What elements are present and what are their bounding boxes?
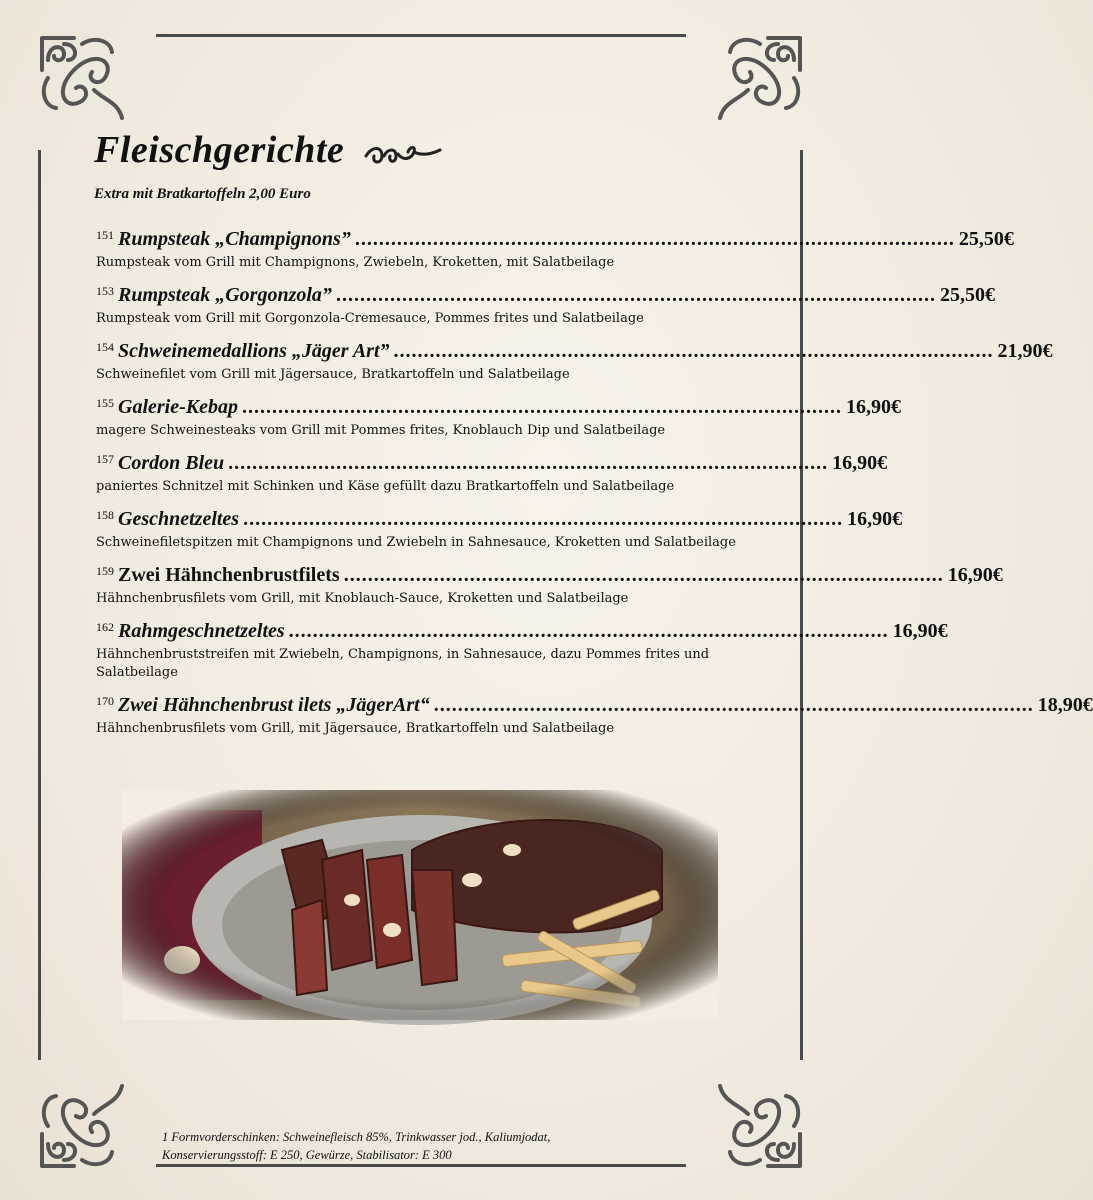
item-name: Rumpsteak „Gorgonzola” (118, 284, 332, 306)
item-description: Hähnchenbrusfilets vom Grill, mit Jägersauce, Bratkartoffeln und Salatbeilage (96, 721, 615, 736)
item-name: Rumpsteak „Champignons” (118, 228, 351, 250)
leader-dots: .................................................................................................... (354, 228, 955, 250)
item-number: 159 (96, 564, 114, 578)
item-number: 157 (96, 452, 114, 466)
title-block (94, 128, 442, 172)
frame-left-line (38, 150, 41, 1060)
menu-item (96, 692, 1093, 738)
item-name: Rahmgeschnetzeltes (118, 620, 285, 642)
footnote (162, 1128, 550, 1164)
item-description: Schweinefiletspitzen mit Champignons und Zwiebeln in Sahnesauce, Kroketten und Salatbeilage (96, 535, 736, 550)
corner-ornament-icon (712, 30, 808, 126)
item-number: 170 (96, 694, 114, 708)
menu-item (96, 618, 948, 682)
item-number: 154 (96, 340, 114, 354)
item-description: Hähnchenbruststreifen mit Zwiebeln, Champignons, in Sahnesauce, dazu Pommes frites und Salatbeilage (96, 647, 710, 680)
item-description: paniertes Schnitzel mit Schinken und Käse gefüllt dazu Bratkartoffeln und Salatbeilage (96, 479, 675, 494)
frame-bottom-line (156, 1164, 686, 1167)
menu-item (96, 450, 888, 496)
leader-dots: .................................................................................................... (241, 396, 842, 418)
leader-dots: .................................................................................................... (288, 620, 889, 642)
item-number: 155 (96, 396, 114, 410)
item-price: 16,90€ (847, 508, 903, 530)
item-name: Cordon Bleu (118, 452, 225, 474)
item-price: 16,90€ (845, 396, 901, 418)
item-name: Schweinemedallions „Jäger Art” (118, 340, 390, 362)
item-number: 153 (96, 284, 114, 298)
item-price: 16,90€ (892, 620, 948, 642)
item-name: Geschnetzeltes (118, 508, 240, 530)
item-description: magere Schweinesteaks vom Grill mit Pommes frites, Knoblauch Dip und Salatbeilage (96, 423, 666, 438)
leader-dots: .................................................................................................... (343, 564, 944, 586)
item-price: 18,90€ (1037, 694, 1093, 716)
leader-dots: .................................................................................................... (433, 694, 1034, 716)
menu-item (96, 562, 1003, 608)
item-description: Rumpsteak vom Grill mit Gorgonzola-Cremesauce, Pommes frites und Salatbeilage (96, 311, 644, 326)
footnote-line-1: 1 Formvorderschinken: Schweinefleisch 85%, Trinkwasser jod., Kaliumjodat, (162, 1130, 551, 1144)
corner-ornament-icon (712, 1078, 808, 1174)
item-number: 158 (96, 508, 114, 522)
menu-item (96, 282, 995, 328)
leader-dots: .................................................................................................... (228, 452, 829, 474)
corner-ornament-icon (34, 30, 130, 126)
item-description: Hähnchenbrusfilets vom Grill, mit Knoblauch-Sauce, Kroketten und Salatbeilage (96, 591, 629, 606)
item-price: 25,50€ (939, 284, 995, 306)
item-price: 16,90€ (947, 564, 1003, 586)
menu-item (96, 506, 903, 552)
menu-item (96, 338, 1053, 384)
leader-dots: .................................................................................................... (393, 340, 994, 362)
corner-ornament-icon (34, 1078, 130, 1174)
page-title: Fleischgerichte (94, 129, 345, 171)
leader-dots: .................................................................................................... (243, 508, 844, 530)
menu-item (96, 394, 901, 440)
item-name: Zwei Hähnchenbrust ilets „JägerArt“ (118, 694, 430, 716)
subtitle: Extra mit Bratkartoffeln 2,00 Euro (94, 186, 311, 202)
item-number: 162 (96, 620, 114, 634)
steak-photo (122, 790, 718, 1020)
item-description: Rumpsteak vom Grill mit Champignons, Zwiebeln, Kroketten, mit Salatbeilage (96, 255, 615, 270)
menu-list (96, 226, 1093, 748)
flourish-icon (362, 138, 442, 168)
menu-item (96, 226, 1014, 272)
item-description: Schweinefilet vom Grill mit Jägersauce, Bratkartoffeln und Salatbeilage (96, 367, 570, 382)
leader-dots: .................................................................................................... (335, 284, 936, 306)
frame-top-line (156, 34, 686, 37)
item-price: 25,50€ (958, 228, 1014, 250)
item-name: Zwei Hähnchenbrustfilets (118, 564, 340, 586)
item-number: 151 (96, 228, 114, 242)
item-name: Galerie-Kebap (118, 396, 238, 418)
footnote-line-2: Konservierungsstoff: E 250, Gewürze, Stabilisator: E 300 (162, 1148, 452, 1162)
item-price: 16,90€ (832, 452, 888, 474)
item-price: 21,90€ (997, 340, 1053, 362)
